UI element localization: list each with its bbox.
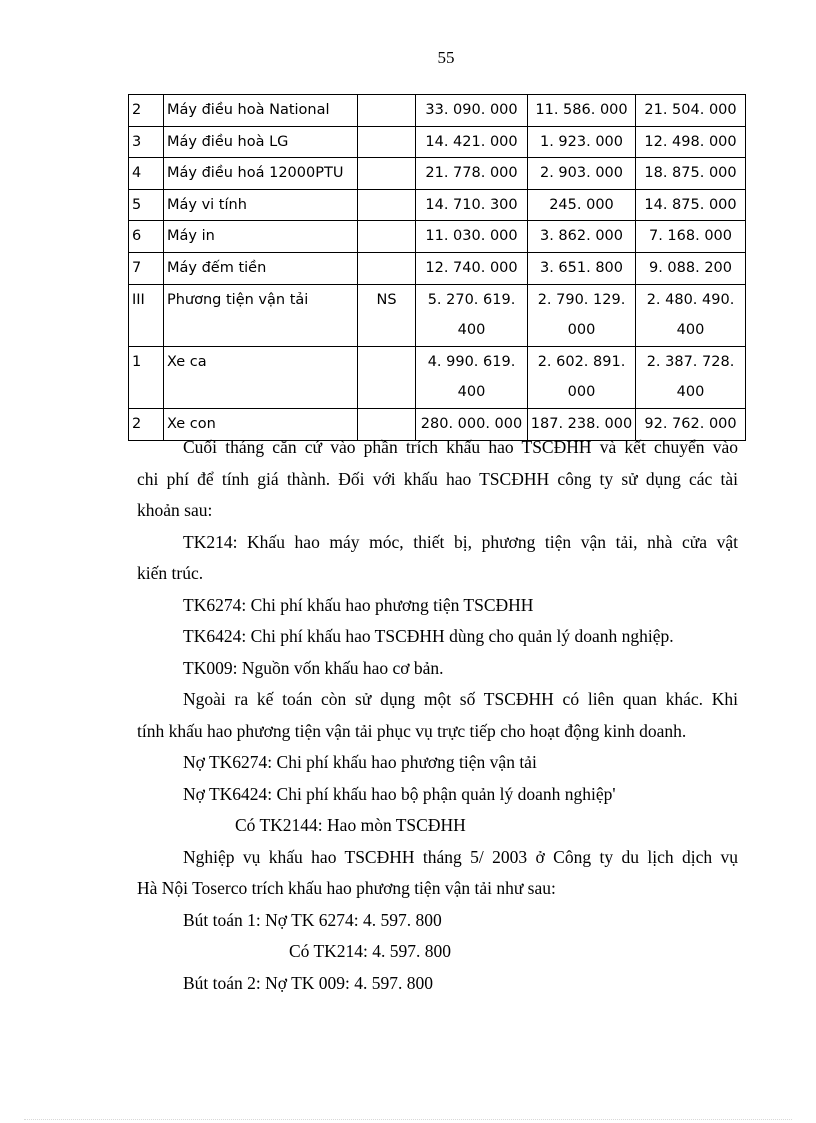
original-value-cell: 21. 778. 000 <box>416 158 528 190</box>
depreciation-cell: 2. 903. 000 <box>528 158 636 190</box>
asset-name-cell: Máy điều hoà LG <box>164 126 358 158</box>
original-value-cell <box>416 284 528 346</box>
stt-cell: 3 <box>129 126 164 158</box>
original-value-cell: 14. 421. 000 <box>416 126 528 158</box>
remaining-value-cell: 12. 498. 000 <box>636 126 746 158</box>
paragraph-line: TK6424: Chi phí khấu hao TSCĐHH dùng cho quản lý doanh nghiệp. <box>183 626 674 646</box>
remaining-value-cell: 7. 168. 000 <box>636 221 746 253</box>
table-row <box>129 126 746 158</box>
table-row <box>129 284 746 346</box>
remaining-value-cell: 9. 088. 200 <box>636 252 746 284</box>
value-line: 2. 480. 490. <box>646 291 735 308</box>
stt-cell: 2 <box>129 408 164 440</box>
depreciation-cell: 1. 923. 000 <box>528 126 636 158</box>
paragraph-line: Nợ TK6424: Chi phí khấu hao bộ phận quản lý doanh nghiệp' <box>183 783 616 804</box>
remaining-value-cell <box>636 346 746 408</box>
remaining-value-cell: 92. 762. 000 <box>636 408 746 440</box>
unit-cell <box>358 346 416 408</box>
paragraph-line: khoản sau: <box>137 500 213 520</box>
paragraph-line: Hà Nội Toserco trích khấu hao phương tiện vận tải như sau: <box>137 878 556 898</box>
table-row <box>129 252 746 284</box>
asset-name-cell: Máy vi tính <box>164 189 358 221</box>
depreciation-cell <box>528 346 636 408</box>
depreciation-cell: 3. 651. 800 <box>528 252 636 284</box>
asset-name-cell: Máy đếm tiền <box>164 252 358 284</box>
value-line: 400 <box>676 322 705 339</box>
stt-cell: 2 <box>129 95 164 127</box>
value-line: 000 <box>567 322 596 339</box>
value-line: 2. 790. 129. <box>537 291 626 308</box>
value-line: 2. 602. 891. <box>537 353 626 370</box>
asset-name-cell: Phương tiện vận tải <box>164 284 358 346</box>
value-line: 400 <box>457 322 486 339</box>
asset-depreciation-table <box>128 94 746 441</box>
unit-cell: NS <box>358 284 416 346</box>
paragraph-line: TK214: Khấu hao máy móc, thiết bị, phương tiện vận tải, nhà cửa vật <box>183 531 738 552</box>
unit-cell <box>358 158 416 190</box>
asset-name-cell: Máy điều hoà National <box>164 95 358 127</box>
unit-cell <box>358 95 416 127</box>
stt-cell: 1 <box>129 346 164 408</box>
remaining-value-cell: 21. 504. 000 <box>636 95 746 127</box>
depreciation-cell: 3. 862. 000 <box>528 221 636 253</box>
value-line: 000 <box>567 384 596 401</box>
original-value-cell: 12. 740. 000 <box>416 252 528 284</box>
depreciation-cell: 11. 586. 000 <box>528 95 636 127</box>
depreciation-cell: 187. 238. 000 <box>528 408 636 440</box>
paragraph-line: Ngoài ra kế toán còn sử dụng một số TSCĐHH có liên quan khác. Khi <box>183 689 738 709</box>
table-row <box>129 221 746 253</box>
paragraph-line: Bút toán 1: Nợ TK 6274: 4. 597. 800 <box>183 909 442 930</box>
asset-name-cell: Xe ca <box>164 346 358 408</box>
original-value-cell: 33. 090. 000 <box>416 95 528 127</box>
original-value-cell: 280. 000. 000 <box>416 408 528 440</box>
depreciation-cell <box>528 284 636 346</box>
asset-name-cell: Máy in <box>164 221 358 253</box>
value-line: 2. 387. 728. <box>646 353 735 370</box>
asset-name-cell: Máy điều hoá 12000PTU <box>164 158 358 190</box>
paragraph-line: Nghiệp vụ khấu hao TSCĐHH tháng 5/ 2003 ở Công ty du lịch dịch vụ <box>183 846 738 867</box>
stt-cell: III <box>129 284 164 346</box>
table-row <box>129 95 746 127</box>
paragraph-line: TK6274: Chi phí khấu hao phương tiện TSCĐHH <box>183 594 534 615</box>
original-value-cell <box>416 346 528 408</box>
depreciation-cell: 245. 000 <box>528 189 636 221</box>
paragraph-line: TK009: Nguồn vốn khấu hao cơ bản. <box>183 657 444 678</box>
value-line: 5. 270. 619. <box>427 291 516 308</box>
stt-cell: 5 <box>129 189 164 221</box>
table-row <box>129 189 746 221</box>
paragraph-line: kiến trúc. <box>137 563 204 583</box>
remaining-value-cell: 18. 875. 000 <box>636 158 746 190</box>
original-value-cell: 11. 030. 000 <box>416 221 528 253</box>
paragraph-line: Có TK214: 4. 597. 800 <box>289 941 452 961</box>
remaining-value-cell: 14. 875. 000 <box>636 189 746 221</box>
remaining-value-cell <box>636 284 746 346</box>
paragraph-line: Cuối tháng căn cứ vào phần trích khấu hao TSCĐHH và kết chuyển vào <box>183 437 738 457</box>
body-text <box>137 432 738 999</box>
original-value-cell: 14. 710. 300 <box>416 189 528 221</box>
value-line: 400 <box>676 384 705 401</box>
value-line: 400 <box>457 384 486 401</box>
asset-name-cell: Xe con <box>164 408 358 440</box>
table-row <box>129 158 746 190</box>
unit-cell <box>358 189 416 221</box>
paragraph-line: Bút toán 2: Nợ TK 009: 4. 597. 800 <box>183 972 434 993</box>
paragraph-line: Có TK2144: Hao mòn TSCĐHH <box>235 815 466 835</box>
stt-cell: 7 <box>129 252 164 284</box>
stt-cell: 6 <box>129 221 164 253</box>
unit-cell <box>358 126 416 158</box>
value-line: 4. 990. 619. <box>427 353 516 370</box>
paragraph-line: chi phí để tính giá thành. Đối với khấu hao TSCĐHH công ty sử dụng các tài <box>137 468 738 489</box>
page-number: 55 <box>437 48 455 67</box>
paragraph-line: Nợ TK6274: Chi phí khấu hao phương tiện vận tải <box>183 752 537 772</box>
stt-cell: 4 <box>129 158 164 190</box>
unit-cell <box>358 221 416 253</box>
paragraph-line: tính khấu hao phương tiện vận tải phục vụ trực tiếp cho hoạt động kinh doanh. <box>137 720 687 741</box>
page-bottom-divider <box>24 1119 792 1120</box>
table-row <box>129 346 746 408</box>
unit-cell <box>358 252 416 284</box>
